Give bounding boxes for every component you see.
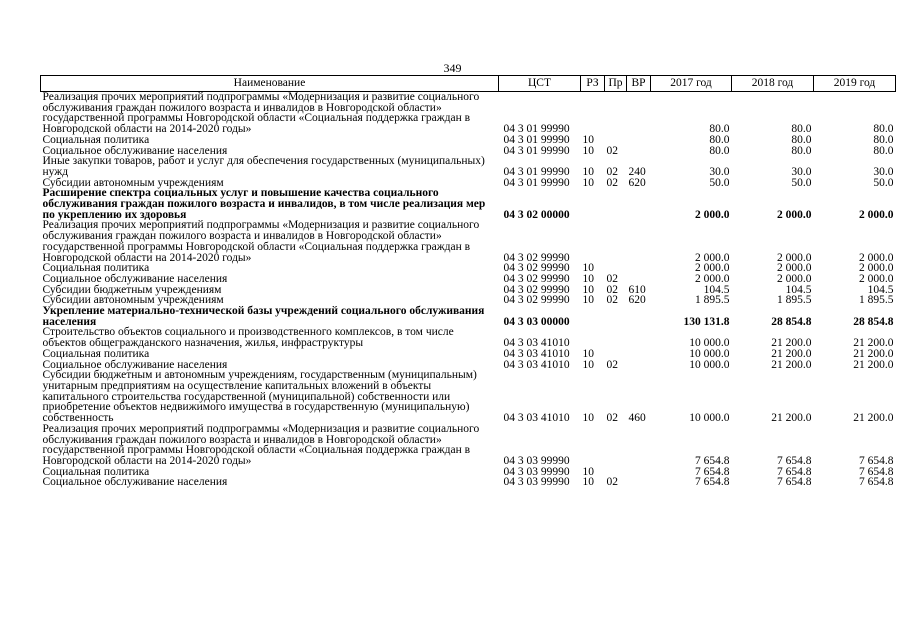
row-name: Субсидии автономным учреждениям	[42, 176, 224, 189]
row-pr: 02	[606, 358, 618, 371]
header-name: Наименование	[41, 76, 499, 92]
header-pr: Пр	[605, 76, 627, 92]
row-value-2018: 21 200.0	[771, 337, 812, 350]
row-vr: 610	[628, 283, 646, 296]
row-cst: 04 3 03 41010	[503, 412, 570, 425]
header-2019: 2019 год	[814, 76, 896, 92]
table-row	[41, 306, 896, 327]
row-pr: 02	[606, 283, 618, 296]
row-pr	[605, 306, 627, 327]
row-cst: 04 3 02 99990	[503, 272, 570, 285]
row-value-2017: 2 000.0	[695, 262, 730, 275]
row-name: Реализация прочих мероприятий подпрограммы «Модернизация и развитие социального обслуживания граждан пожилого возраста и инвалидов в Новгородской области» государственной программы Новгородской области «Социальная поддержка граждан в Новгородской области на 2014-2020 годы»	[42, 219, 480, 264]
row-pr	[605, 92, 627, 135]
row-cst: 04 3 03 99990	[503, 454, 570, 467]
row-vr	[627, 263, 651, 274]
row-name: Строительство объектов социального и производственного комплексов, в том числе объектов общегражданского назначения, жилья, инфраструктуры	[42, 326, 454, 350]
row-cst: 04 3 02 00000	[503, 208, 570, 221]
row-value-2019: 21 200.0	[853, 347, 894, 360]
row-value-2018: 104.5	[785, 283, 812, 296]
row-value-2017: 2 000.0	[695, 251, 730, 264]
row-vr	[627, 349, 651, 360]
row-value-2017: 80.0	[709, 144, 730, 157]
page-number: 349	[443, 61, 462, 75]
row-pr	[605, 349, 627, 360]
row-vr	[627, 188, 651, 220]
row-name: Расширение спектра социальных услуг и повышение качества социального обслуживания граждан пожилого возраста и инвалидов, в том числе реализация мер по укреплению их здоровья	[42, 187, 486, 221]
row-value-2018: 21 200.0	[771, 347, 812, 360]
row-value-2017: 104.5	[703, 283, 730, 296]
header-cst: ЦСТ	[499, 76, 581, 92]
row-rz	[581, 92, 605, 135]
row-value-2018: 21 200.0	[771, 358, 812, 371]
row-value-2017: 10 000.0	[689, 358, 730, 371]
row-cst: 04 3 02 99990	[503, 251, 570, 264]
row-name: Социальное обслуживание населения	[42, 358, 228, 371]
row-value-2018: 30.0	[791, 165, 812, 178]
header-2017: 2017 год	[651, 76, 732, 92]
row-value-2018: 2 000.0	[777, 251, 812, 264]
row-cst: 04 3 03 41010	[503, 347, 570, 360]
row-value-2019: 80.0	[873, 133, 894, 146]
row-pr: 02	[606, 144, 618, 157]
row-vr: 620	[628, 176, 646, 189]
row-cst: 04 3 03 99990	[503, 465, 570, 478]
row-pr: 02	[606, 272, 618, 285]
table-row	[41, 349, 896, 360]
row-value-2018: 7 654.8	[777, 476, 812, 489]
row-value-2018: 2 000.0	[777, 272, 812, 285]
row-name: Социальная политика	[42, 133, 150, 146]
row-vr: 240	[628, 165, 646, 178]
row-rz	[581, 306, 605, 327]
table-row	[41, 156, 896, 177]
row-value-2019: 2 000.0	[859, 251, 894, 264]
header-vr: ВР	[627, 76, 651, 92]
row-value-2017: 2 000.0	[695, 208, 730, 221]
row-value-2019: 30.0	[873, 165, 894, 178]
row-rz: 10	[582, 262, 594, 275]
row-cst: 04 3 01 99990	[503, 133, 570, 146]
row-value-2018: 80.0	[791, 144, 812, 157]
row-vr: 620	[628, 294, 646, 307]
row-name: Социальная политика	[42, 347, 150, 360]
row-rz: 10	[582, 165, 594, 178]
row-value-2019: 50.0	[873, 176, 894, 189]
row-vr	[627, 306, 651, 327]
row-rz	[581, 327, 605, 348]
row-value-2018: 7 654.8	[777, 465, 812, 478]
row-cst: 04 3 02 99990	[503, 294, 570, 307]
row-value-2019: 21 200.0	[853, 412, 894, 425]
row-name: Субсидии бюджетным учреждениям	[42, 283, 222, 296]
row-name: Субсидии бюджетным и автономным учреждениям, государственным (муниципальным) унитарным предприятиям на осуществление капитальных вложений в объекты капитального строительства государственной (муниципальной) собственности или приобретение объектов недвижимого имущества в государственную (муниципальную) собственность	[42, 369, 477, 425]
row-cst: 04 3 01 99990	[503, 123, 570, 136]
row-value-2019: 21 200.0	[853, 358, 894, 371]
row-pr	[605, 327, 627, 348]
table-row	[41, 424, 896, 467]
table-row	[41, 92, 896, 135]
row-value-2019: 80.0	[873, 123, 894, 136]
row-cst: 04 3 03 99990	[503, 476, 570, 489]
row-name: Субсидии автономным учреждениям	[42, 294, 224, 307]
row-pr	[605, 135, 627, 146]
row-value-2017: 80.0	[709, 133, 730, 146]
row-rz: 10	[582, 283, 594, 296]
row-pr	[605, 220, 627, 263]
table-row	[41, 220, 896, 263]
row-value-2019: 1 895.5	[859, 294, 894, 307]
row-value-2019: 80.0	[873, 144, 894, 157]
row-value-2017: 130 131.8	[683, 315, 730, 328]
row-rz: 10	[582, 144, 594, 157]
row-name: Реализация прочих мероприятий подпрограммы «Модернизация и развитие социального обслуживания граждан пожилого возраста и инвалидов в Новгородской области» государственной программы Новгородской области «Социальная поддержка граждан в Новгородской области на 2014-2020 годы»	[42, 422, 480, 467]
row-rz: 10	[582, 176, 594, 189]
row-pr: 02	[606, 294, 618, 307]
header-2018: 2018 год	[732, 76, 814, 92]
row-vr	[627, 220, 651, 263]
row-name: Социальная политика	[42, 465, 150, 478]
row-value-2017: 7 654.8	[695, 465, 730, 478]
row-cst: 04 3 02 99990	[503, 283, 570, 296]
row-name: Социальное обслуживание населения	[42, 272, 228, 285]
row-rz: 10	[582, 465, 594, 478]
row-value-2018: 2 000.0	[777, 208, 812, 221]
row-name: Социальное обслуживание населения	[42, 476, 228, 489]
table-row	[41, 477, 896, 488]
row-value-2019: 7 654.8	[859, 454, 894, 467]
row-value-2019: 28 854.8	[853, 315, 894, 328]
row-value-2019: 2 000.0	[859, 208, 894, 221]
row-value-2018: 7 654.8	[777, 454, 812, 467]
row-value-2018: 50.0	[791, 176, 812, 189]
row-value-2017: 2 000.0	[695, 272, 730, 285]
row-name: Социальное обслуживание населения	[42, 144, 228, 157]
row-rz: 10	[582, 476, 594, 489]
row-rz: 10	[582, 412, 594, 425]
row-value-2017: 7 654.8	[695, 476, 730, 489]
row-pr: 02	[606, 165, 618, 178]
row-rz: 10	[582, 272, 594, 285]
row-cst: 04 3 01 99990	[503, 165, 570, 178]
row-rz: 10	[582, 133, 594, 146]
row-value-2017: 50.0	[709, 176, 730, 189]
row-value-2019: 7 654.8	[859, 476, 894, 489]
row-value-2018: 1 895.5	[777, 294, 812, 307]
row-pr: 02	[606, 176, 618, 189]
table-body	[41, 92, 896, 489]
table-header-row	[41, 76, 896, 92]
row-cst: 04 3 01 99990	[503, 144, 570, 157]
row-rz	[581, 424, 605, 467]
row-name: Укрепление материально-технической базы учреждений социального обслуживания населения	[42, 305, 485, 328]
header-rz: РЗ	[581, 76, 605, 92]
table-row	[41, 188, 896, 220]
table-row	[41, 327, 896, 348]
row-value-2018: 80.0	[791, 123, 812, 136]
budget-table	[40, 75, 896, 488]
table-row	[41, 370, 896, 424]
row-value-2017: 1 895.5	[695, 294, 730, 307]
row-value-2018: 2 000.0	[777, 262, 812, 275]
row-cst: 04 3 01 99990	[503, 176, 570, 189]
row-vr: 460	[628, 412, 646, 425]
row-value-2019: 2 000.0	[859, 262, 894, 275]
row-value-2018: 21 200.0	[771, 412, 812, 425]
row-vr	[627, 360, 651, 371]
row-pr: 02	[606, 412, 618, 425]
row-cst: 04 3 03 41010	[503, 337, 570, 350]
table-row	[41, 135, 896, 146]
row-vr	[627, 327, 651, 348]
row-name: Иные закупки товаров, работ и услуг для обеспечения государственных (муниципальных) нужд	[42, 155, 485, 178]
row-vr	[627, 477, 651, 488]
row-value-2018: 28 854.8	[771, 315, 812, 328]
row-rz	[581, 220, 605, 263]
row-cst: 04 3 03 41010	[503, 358, 570, 371]
row-cst: 04 3 03 00000	[503, 315, 570, 328]
row-value-2018: 80.0	[791, 133, 812, 146]
row-value-2017: 30.0	[709, 165, 730, 178]
row-name: Реализация прочих мероприятий подпрограммы «Модернизация и развитие социального обслуживания граждан пожилого возраста и инвалидов в Новгородской области» государственной программы Новгородской области «Социальная поддержка граждан в Новгородской области на 2014-2020 годы»	[42, 91, 480, 136]
row-vr	[627, 146, 651, 157]
row-cst: 04 3 02 99990	[503, 262, 570, 275]
row-rz: 10	[582, 358, 594, 371]
row-vr	[627, 424, 651, 467]
row-rz	[581, 188, 605, 220]
row-vr	[627, 135, 651, 146]
row-value-2019: 7 654.8	[859, 465, 894, 478]
row-rz: 10	[582, 294, 594, 307]
row-value-2019: 2 000.0	[859, 272, 894, 285]
row-name: Социальная политика	[42, 262, 150, 275]
row-value-2017: 10 000.0	[689, 412, 730, 425]
row-value-2019: 104.5	[867, 283, 894, 296]
row-pr	[605, 424, 627, 467]
row-vr	[627, 92, 651, 135]
row-value-2017: 10 000.0	[689, 337, 730, 350]
row-rz: 10	[582, 347, 594, 360]
row-pr	[605, 188, 627, 220]
row-value-2019: 21 200.0	[853, 337, 894, 350]
row-pr: 02	[606, 476, 618, 489]
row-value-2017: 80.0	[709, 123, 730, 136]
row-value-2017: 7 654.8	[695, 454, 730, 467]
row-value-2017: 10 000.0	[689, 347, 730, 360]
row-vr	[627, 467, 651, 478]
